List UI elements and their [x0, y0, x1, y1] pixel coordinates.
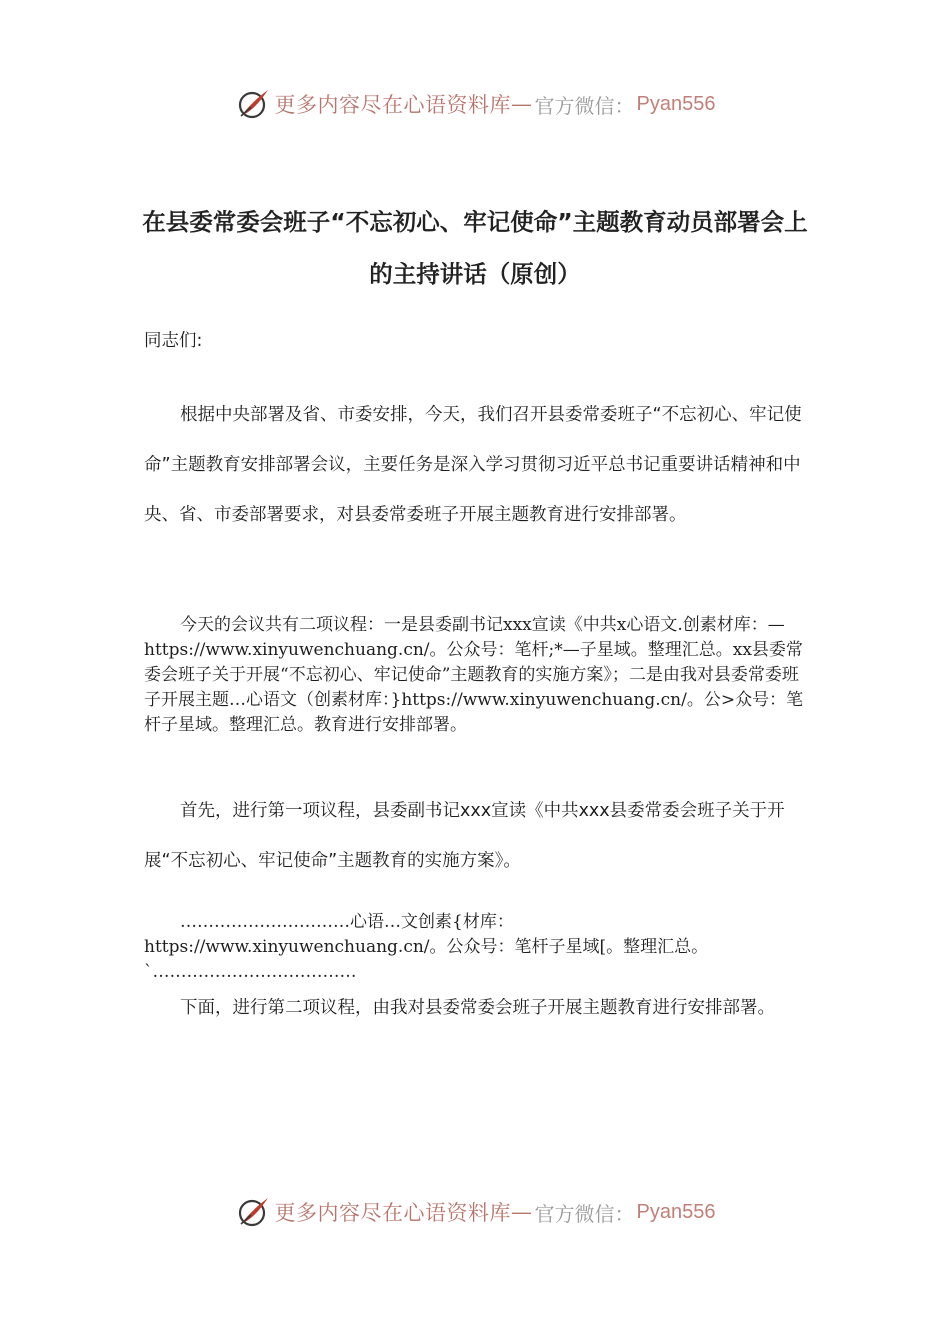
footer-banner [0, 1190, 950, 1234]
quill-logo-icon [235, 1194, 271, 1230]
banner-wechat-handle: Pyan556 [636, 92, 716, 115]
banner-wechat-label: 官方微信： [534, 1201, 635, 1226]
paragraph-agenda: 今天的会议共有二项议程：一是县委副书记xxx宣读《中共x心语文.创素材库：—https://www.xinyuwenchuang.cn/。公众号：笔杆;*—子星域。整理汇总。xx县委常委会班子关于开展“不忘初心、牢记使命”主题教育的实施方案》；二是由我对县委常委班子开展主题…心语文（创素材库：}https://www.xinyuwenchuang.cn/。公>众号：笔杆子星域。整理汇总。教育进行安排部署。 [144, 615, 804, 735]
banner-slogan: 更多内容尽在心语资料库 [274, 93, 512, 117]
document-title: 在县委常委会班子“不忘初心、牢记使命”主题教育动员部署会上的主持讲话（原创） [142, 208, 808, 288]
banner-slogan: 更多内容尽在心语资料库 [274, 1201, 512, 1225]
paragraph-second-item: 下面，进行第二项议程，由我对县委常委会班子开展主题教育进行安排部署。 [180, 998, 775, 1018]
paragraph-intro: 根据中央部署及省、市委安排，今天，我们召开县委常委班子“不忘初心、牢记使命”主题教育安排部署会议，主要任务是深入学习贯彻习近平总书记重要讲话精神和中央、省、市委部署要求，对县委常委班子开展主题教育进行安排部署。 [144, 405, 802, 525]
banner-wechat-handle: Pyan556 [636, 1200, 716, 1223]
paragraph-first-item: 首先，进行第一项议程，县委副书记xxx宣读《中共xxx县委常委会班子关于开展“不忘初心、牢记使命”主题教育的实施方案》。 [144, 801, 785, 871]
greeting: 同志们: [144, 331, 203, 351]
quill-logo-icon [235, 86, 271, 122]
paragraph-watermark-note: …………………………心语…文创素{材库：https://www.xinyuwenchuang.cn/。公众号：笔杆子星域[。整理汇总。`……………………………… [144, 912, 709, 982]
header-banner [0, 82, 950, 126]
banner-dash: — [511, 92, 533, 116]
banner-dash: — [511, 1200, 533, 1224]
banner-wechat-label: 官方微信： [534, 93, 635, 118]
